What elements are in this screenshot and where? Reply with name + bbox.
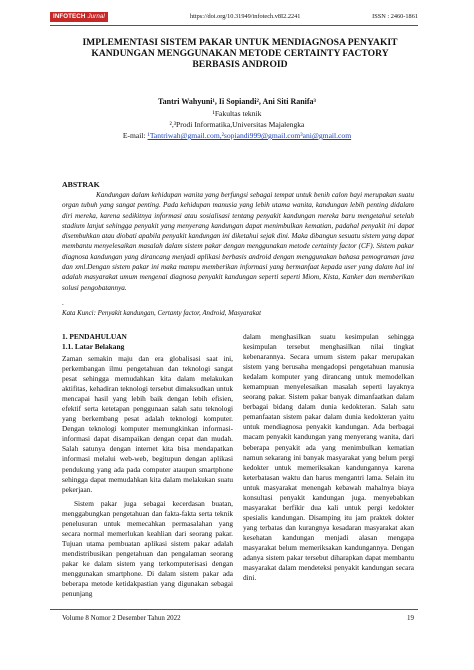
- abstract-text: Kandungan dalam kehidupan wanita yang berfungsi sebagai tempat untuk benih calon bayi merupakan suatu organ tubuh yang sangat penting. Pada kehidupan manusia yang lebih utama wanita, kandungan lebih penting didalam diri mereka, karena sedikitnya informasi atau sosialisasi tentang penyakit kandungan mereka baru mengetahui setelah stadium lanjut sehingga penyakit yang menyerang kandungan dapat menimbulkan kematian, padahal penyakit ini dapat disembuhkan atau diobati apabila penyakit kandungan ini diketahui sejak dini. Maka dibangun sesuatu sistem yang dapat membantu menyelesaikan masalah dalam sistem pakar dengan menggunakan metode certainty factor (CF). Sistem pakar diagnosa kandungan yang dirancang menjadi aplikasi berbasis android dengan menggunakan bahasa pemograman java dan xml.Dengan sistem pakar ini maka mampu memberikan informasi yang bermanfaat kepada user yang dalam hal ini adalah masyarakat umum mengenai diagnosa penyakit kandungan seperti seperti Miom, Kista, Kanker dan memberikan solusi pengobatannya.: [62, 191, 414, 292]
- section-heading: 1. PENDAHULUAN: [62, 332, 127, 341]
- left-paragraph-1: Zaman semakin maju dan era globalisasi saat ini, perkembangan ilmu pengetahuan dan teknologi sangat pesat sehingga memudahkan kita dalam melakukan aktifitas, kehadiran teknologi tersebut dimaksudkan untuk mencapai hasil yang lebih baik dengan lebih efisien, efektif serta ketetapan penggunaan salah satu teknologi yang berkembang pesat adalah teknologi komputer. Dengan teknologi komputer memungkinkan informasi-informasi dapat disampaikan dengan cepat dan mudah. Salah satunya dengan internet kita bisa mendapatkan informasi melalui web-web, begitupun dengan aplikasi pendukung yang ada pada computer ataupun smartphone sehingga dapat memudahkan kita dalam melakukan suatu pekerjaan.: [62, 354, 233, 494]
- keywords: Kata Kunci: Penyakit kandungan, Certanty factor, Android, Masyarakat: [62, 310, 262, 317]
- logo-sub: Jurnal: [87, 13, 105, 20]
- footer-rule: [50, 609, 418, 610]
- author-list: Tantri Wahyuni¹, Ii Sopiandi², Ani Siti Ranifa³: [158, 97, 316, 106]
- left-paragraph-2: Sistem pakar juga sebagai kecerdasan buatan, menggabungkan pengetahuan dan fakta-fakta serta teknik penelusuran untuk memecahkan permasalahan yang secara normal memerlukan keahlian dari seorang pakar. Tujuan utama pembuatan aplikasi sistem pakar adalah mendistribusikan pengetahuan dan pengalaman seorang pakar ke dalam sistem yang terkomputerisasi dengan menggunakan smartphone. Di dalam sistem pakar ada beberapa metode ketidakpastian yang digunakan sebagai penunjang: [62, 498, 233, 599]
- email-label: E-mail:: [122, 131, 148, 140]
- running-header: [50, 12, 418, 22]
- paper-title: IMPLEMENTASI SISTEM PAKAR UNTUK MENDIAGNOSA PENYAKIT KANDUNGAN MENGGUNAKAN METODE CERTAINTY FACTORY BERBASIS ANDROID: [82, 37, 398, 70]
- subsection-heading: 1.1. Latar Belakang: [62, 342, 125, 351]
- right-column-paragraph: dalam menghasilkan suatu kesimpulan sehingga kesimpulan tersebut menghasilkan nilai tingkat kebenarannya. Secara umum sistem pakar merupakan sistem yang berusaha mengadopsi pengetahuan manusia kedalam komputer yang dirancang untuk memodelkan kemampuan menyelesaikan masalah seperti layaknya seorang pakar. Sistem pakar banyak dimanfaatkan dalam berbagai bidang dalam dunia kedokteran. Salah satu pemanfaatan sistem pakar dalam dunia kedokteran yaitu untuk mendiagnosa penyakit kandungan. Ada berbagai macam penyakit kandungan yang menyerang wanita, dari beberapa penyakit ada yang menimbulkan kematian namun sekarang ini banyak masyarakat yang belum pergi kedokter untuk memeriksakan kandungannya karena keterbatasan waktu dan harus mengantri lama. Selain itu untuk masyarakat menengah kebawah mahalnya biaya konsultasi penyakit kandungan juga. menyebabkan masyarakat berfikir dua kali untuk pergi kedokter spesialis kandungan. Disamping itu jam praktek dokter yang terbatas dan kurangnya kesadaran masyarakat akan kesehatan kandungan menjadi alasan mengapa masyarakat belum memeriksakan kandungannya. Dengan adanya sistem pakar tersebut diharapkan dapat membantu masyarakat dalam mendeteksi penyakit kandungan secara dini.: [243, 332, 414, 583]
- affiliation-2: ²,³Prodi Informatika,Universitas Majalengka: [169, 120, 305, 129]
- email-links[interactable]: ¹Tantriwah@gmail.com,²sopiandi999@gmail.com³ani@gmail.com: [147, 131, 352, 140]
- abstract-heading: ABSTRAK: [62, 180, 100, 189]
- header-rule: [50, 25, 418, 26]
- email-line: [0, 131, 474, 140]
- doi-text: https://doi.org/10.31949/infotech.v8I2.2241: [190, 13, 301, 20]
- affiliation-1: ¹Fakultas teknik: [212, 109, 262, 118]
- footer-volume: Volume 8 Nomor 2 Desember Tahun 2022: [62, 614, 181, 622]
- journal-logo: [50, 12, 108, 22]
- page-number: 19: [407, 614, 414, 622]
- left-column: [62, 332, 233, 599]
- logo-main: INFOTECH: [53, 13, 86, 20]
- abstract-trailing-dot: .: [62, 299, 64, 307]
- issn-text: ISSN : 2460-1861: [372, 13, 418, 20]
